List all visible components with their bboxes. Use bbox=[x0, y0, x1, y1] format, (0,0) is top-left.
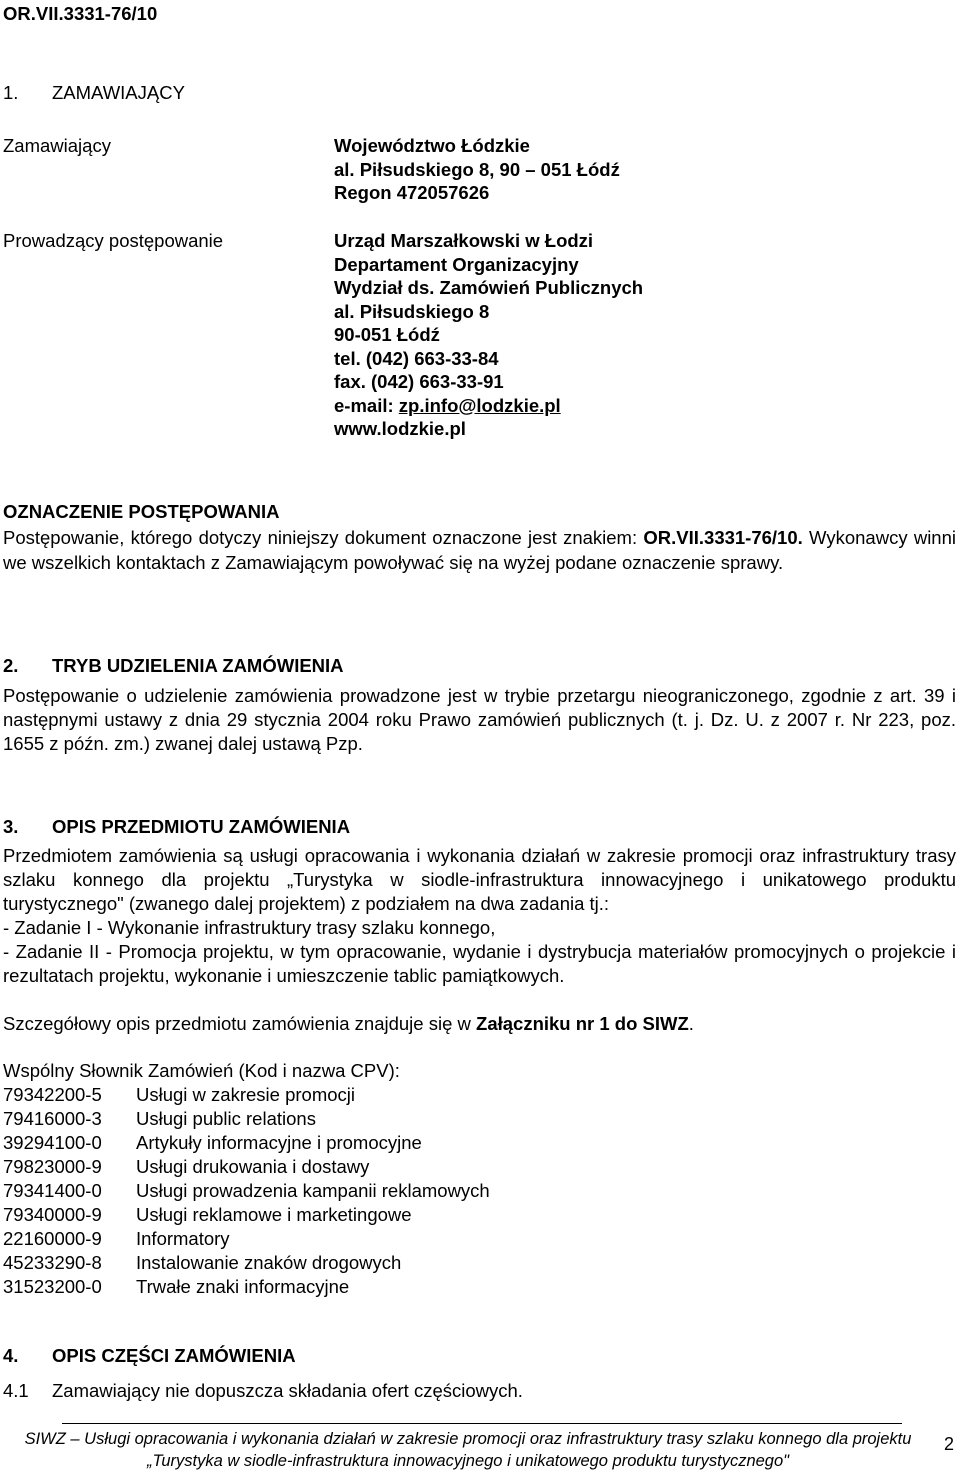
cpv-code: 31523200-0 bbox=[3, 1276, 102, 1297]
cpv-code: 39294100-0 bbox=[3, 1132, 102, 1153]
zadanie-1: - Zadanie I - Wykonanie infrastruktury trasy szlaku konnego, bbox=[3, 917, 496, 938]
opis-paragraph: Przedmiotem zamówienia są usługi opracowania i wykonania działań w zakresie promocji oraz infrastruktury trasy szlaku konnego dla projektu „Turystyka w siodle-infrastruktura innowacyjnego i unikatowego produktu turystycznego" (zwanego dalej projektem) z podziałem na dwa zadania tj.: bbox=[3, 845, 956, 914]
zamawiajacy-line: Województwo Łódzkie bbox=[334, 135, 530, 156]
section-4-1-number: 4.1 bbox=[3, 1380, 29, 1401]
prowadzacy-line: tel. (042) 663-33-84 bbox=[334, 347, 499, 369]
cpv-code: 79342200-5 bbox=[3, 1084, 102, 1105]
section-2-number: 2. bbox=[3, 655, 19, 676]
cpv-code: 22160000-9 bbox=[3, 1228, 102, 1249]
section-4-1 bbox=[3, 1379, 523, 1403]
cpv-row bbox=[3, 1107, 490, 1131]
tryb-text: Postępowanie o udzielenie zamówienia prowadzone jest w trybie przetargu nieograniczonego, zgodnie z art. 39 i następnymi ustawy z dnia 29 stycznia 2004 roku Prawo zamówień publicznych (t. j. Dz. U. z 2007 r. Nr 223, poz. 1655 z późn. zm.) zwanej dalej ustawą Pzp. bbox=[3, 685, 956, 754]
email-line bbox=[334, 394, 643, 418]
section-1-heading bbox=[3, 81, 185, 105]
zamawiajacy-line: al. Piłsudskiego 8, 90 – 051 Łódź bbox=[334, 158, 620, 180]
email-link[interactable]: zp.info@lodzkie.pl bbox=[398, 394, 561, 416]
opis-details-start: Szczegółowy opis przedmiotu zamówienia znajduje się w bbox=[3, 1013, 477, 1034]
oznaczenie-text bbox=[3, 525, 956, 575]
cpv-name: Usługi drukowania i dostawy bbox=[136, 1156, 370, 1177]
prowadzacy-line: al. Piłsudskiego 8 bbox=[334, 300, 490, 322]
cpv-row bbox=[3, 1275, 490, 1299]
cpv-row bbox=[3, 1227, 490, 1251]
prowadzacy-line: Wydział ds. Zamówień Publicznych bbox=[334, 277, 644, 298]
zadanie-2: - Zadanie II - Promocja projektu, w tym opracowanie, wydanie i dystrybucja materiałów promocyjnych o projekcie i rezultatach projektu, wykonanie i umieszczenie tablic pamiątkowych. bbox=[3, 941, 956, 986]
cpv-row bbox=[3, 1083, 490, 1107]
cpv-code: 79823000-9 bbox=[3, 1156, 102, 1177]
zamawiajacy-label: Zamawiający bbox=[3, 135, 111, 156]
cpv-name: Informatory bbox=[136, 1228, 230, 1249]
prowadzacy-label: Prowadzący postępowanie bbox=[3, 230, 224, 251]
cpv-name: Artykuły informacyjne i promocyjne bbox=[136, 1132, 422, 1153]
cpv-code: 79340000-9 bbox=[3, 1204, 102, 1225]
section-4-number: 4. bbox=[3, 1345, 19, 1366]
cpv-name: Instalowanie znaków drogowych bbox=[136, 1252, 402, 1273]
cpv-name: Usługi public relations bbox=[136, 1108, 316, 1129]
section-4-1-text: Zamawiający nie dopuszcza składania ofert częściowych. bbox=[52, 1380, 523, 1401]
cpv-code: 79416000-3 bbox=[3, 1108, 102, 1129]
cpv-row bbox=[3, 1179, 490, 1203]
cpv-row bbox=[3, 1251, 490, 1275]
section-4-heading bbox=[3, 1344, 296, 1368]
prowadzacy-line: 90-051 Łódź bbox=[334, 324, 440, 345]
prowadzacy-line: Urząd Marszałkowski w Łodzi bbox=[334, 230, 594, 251]
zamawiajacy-line: Regon 472057626 bbox=[334, 182, 490, 203]
oznaczenie-text-start: Postępowanie, którego dotyczy niniejszy dokument oznaczone jest znakiem: bbox=[3, 527, 644, 548]
section-2-title: TRYB UDZIELENIA ZAMÓWIENIA bbox=[52, 655, 344, 676]
oznaczenie-code: OR.VII.3331-76/10. bbox=[643, 527, 803, 548]
email-label: e-mail: bbox=[334, 394, 399, 416]
page-footer bbox=[3, 1428, 933, 1472]
cpv-name: Usługi prowadzenia kampanii reklamowych bbox=[136, 1180, 490, 1201]
prowadzacy-line: fax. (042) 663-33-91 bbox=[334, 371, 504, 392]
oznaczenie-text-end: Wykonawcy winni we wszelkich kontaktach z Zamawiającym powoływać się na wyżej podane oznaczenie sprawy. bbox=[3, 527, 956, 573]
page-number: 2 bbox=[944, 1434, 955, 1454]
zalacznik-reference: Załączniku nr 1 do SIWZ bbox=[476, 1013, 689, 1034]
footer-line-2: „Turystyka w siodle-infrastruktura innowacyjnego i unikatowego produktu turystycznego" bbox=[146, 1452, 790, 1470]
opis-body bbox=[3, 844, 956, 988]
zamawiajacy-details bbox=[334, 134, 620, 205]
section-3-title: OPIS PRZEDMIOTU ZAMÓWIENIA bbox=[52, 816, 351, 837]
cpv-row bbox=[3, 1131, 490, 1155]
cpv-list bbox=[3, 1083, 490, 1299]
footer-divider bbox=[62, 1423, 902, 1424]
website-link[interactable]: www.lodzkie.pl bbox=[334, 418, 466, 439]
prowadzacy-details bbox=[334, 229, 643, 441]
section-1-title: ZAMAWIAJĄCY bbox=[52, 82, 185, 103]
cpv-name: Usługi reklamowe i marketingowe bbox=[136, 1204, 412, 1225]
cpv-code: 79341400-0 bbox=[3, 1180, 102, 1201]
section-4-title: OPIS CZĘŚCI ZAMÓWIENIA bbox=[52, 1345, 296, 1366]
section-3-heading bbox=[3, 815, 350, 839]
footer-line-1: SIWZ – Usługi opracowania i wykonania działań w zakresie promocji oraz infrastruktury trasy szlaku konnego dla projektu bbox=[24, 1430, 912, 1448]
cpv-code: 45233290-8 bbox=[3, 1252, 102, 1273]
cpv-row bbox=[3, 1203, 490, 1227]
prowadzacy-line: Departament Organizacyjny bbox=[334, 253, 579, 275]
section-1-number: 1. bbox=[3, 82, 19, 103]
cpv-name: Trwałe znaki informacyjne bbox=[136, 1276, 350, 1297]
opis-details bbox=[3, 1012, 694, 1036]
cpv-heading: Wspólny Słownik Zamówień (Kod i nazwa CPV): bbox=[3, 1060, 400, 1081]
opis-details-end: . bbox=[688, 1013, 694, 1034]
cpv-row bbox=[3, 1155, 490, 1179]
section-2-heading bbox=[3, 654, 344, 678]
oznaczenie-title: OZNACZENIE POSTĘPOWANIA bbox=[3, 501, 280, 522]
document-reference: OR.VII.3331-76/10 bbox=[3, 3, 158, 24]
section-3-number: 3. bbox=[3, 816, 19, 837]
cpv-name: Usługi w zakresie promocji bbox=[136, 1084, 355, 1105]
